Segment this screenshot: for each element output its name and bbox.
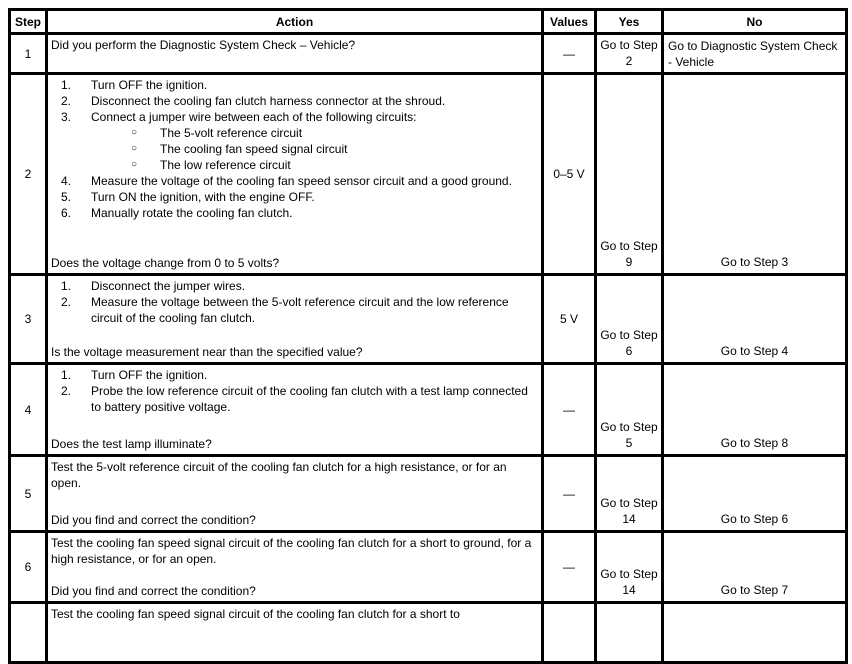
circle-bullet-icon: ○ xyxy=(131,143,138,154)
circle-bullet-icon: ○ xyxy=(131,159,138,170)
yes-cell: Go to Step 2 xyxy=(596,34,663,74)
header-no: No xyxy=(663,10,847,34)
no-cell xyxy=(663,603,847,663)
action-cell xyxy=(47,456,543,532)
values-cell: — xyxy=(543,532,596,603)
yes-cell: Go to Step 5 xyxy=(596,364,663,456)
list-item: 6. Manually rotate the cooling fan clutch. xyxy=(61,206,293,220)
question-text: Does the test lamp illuminate? xyxy=(51,437,212,451)
sub-list-item: ○ The low reference circuit xyxy=(131,158,291,172)
no-cell: Go to Step 8 xyxy=(663,364,847,456)
values-cell: — xyxy=(543,364,596,456)
list-item: 1. Turn OFF the ignition. xyxy=(61,368,208,382)
header-action: Action xyxy=(47,10,543,34)
step-number: 2 xyxy=(10,74,47,275)
no-cell: Go to Step 4 xyxy=(663,275,847,364)
action-cell xyxy=(47,532,543,603)
action-intro: Test the 5-volt reference circuit of the cooling fan clutch for a high resistance, or for an open. xyxy=(51,460,507,490)
question-text: Is the voltage measurement near than the specified value? xyxy=(51,345,363,359)
values-cell xyxy=(543,603,596,663)
list-item: 2. Disconnect the cooling fan clutch harness connector at the shroud. xyxy=(61,94,446,108)
diagnostic-table xyxy=(8,8,848,664)
table-row-step-4 xyxy=(10,364,847,456)
table-row-partial xyxy=(10,603,847,663)
action-cell xyxy=(47,603,543,663)
list-item: 5. Turn ON the ignition, with the engine OFF. xyxy=(61,190,315,204)
values-cell: — xyxy=(543,34,596,74)
question-text: Did you find and correct the condition? xyxy=(51,584,256,598)
action-cell xyxy=(47,364,543,456)
action-list xyxy=(51,77,537,221)
action-intro: Test the cooling fan speed signal circuit of the cooling fan clutch for a short to ground, for a high resistance, or for an open. xyxy=(51,536,532,566)
step-number xyxy=(10,603,47,663)
values-cell: 5 V xyxy=(543,275,596,364)
header-row xyxy=(10,10,847,34)
list-item: 2. Probe the low reference circuit of the cooling fan clutch with a test lamp connected to battery positive voltage. xyxy=(61,384,528,414)
action-list xyxy=(51,278,537,326)
no-cell: Go to Step 7 xyxy=(663,532,847,603)
table-row-step-5 xyxy=(10,456,847,532)
list-item: 1. Turn OFF the ignition. xyxy=(61,78,208,92)
question-text: Did you find and correct the condition? xyxy=(51,513,256,527)
list-item: 4. Measure the voltage of the cooling fan speed sensor circuit and a good ground. xyxy=(61,174,512,188)
yes-cell: Go to Step 14 xyxy=(596,456,663,532)
values-cell: — xyxy=(543,456,596,532)
sub-list-item: ○ The 5-volt reference circuit xyxy=(131,126,303,140)
action-cell xyxy=(47,34,543,74)
yes-cell: Go to Step 9 xyxy=(596,74,663,275)
list-item: 1. Disconnect the jumper wires. xyxy=(61,279,246,293)
step-number: 3 xyxy=(10,275,47,364)
header-yes: Yes xyxy=(596,10,663,34)
step-number: 6 xyxy=(10,532,47,603)
no-cell: Go to Step 6 xyxy=(663,456,847,532)
table-row-step-1 xyxy=(10,34,847,74)
header-step: Step xyxy=(10,10,47,34)
action-intro: Test the cooling fan speed signal circuit of the cooling fan clutch for a short to xyxy=(51,607,460,621)
question-text: Does the voltage change from 0 to 5 volts? xyxy=(51,256,280,270)
sub-list-item: ○ The cooling fan speed signal circuit xyxy=(131,142,348,156)
yes-cell: Go to Step 6 xyxy=(596,275,663,364)
no-cell: Go to Diagnostic System Check - Vehicle xyxy=(663,34,847,74)
yes-cell xyxy=(596,603,663,663)
header-values: Values xyxy=(543,10,596,34)
yes-cell: Go to Step 14 xyxy=(596,532,663,603)
table-row-step-3 xyxy=(10,275,847,364)
list-item: 2. Measure the voltage between the 5-volt reference circuit and the low reference circuit of the cooling fan clutch. xyxy=(61,295,509,325)
step-number: 4 xyxy=(10,364,47,456)
step-number: 5 xyxy=(10,456,47,532)
no-cell: Go to Step 3 xyxy=(663,74,847,275)
action-intro: Did you perform the Diagnostic System Check – Vehicle? xyxy=(51,38,356,52)
step-number: 1 xyxy=(10,34,47,74)
action-cell xyxy=(47,74,543,275)
table-row-step-2 xyxy=(10,74,847,275)
action-cell xyxy=(47,275,543,364)
action-list xyxy=(51,367,537,415)
circle-bullet-icon: ○ xyxy=(131,127,138,138)
list-item: 3. Connect a jumper wire between each of the following circuits: xyxy=(61,110,417,124)
values-cell: 0–5 V xyxy=(543,74,596,275)
table-row-step-6 xyxy=(10,532,847,603)
